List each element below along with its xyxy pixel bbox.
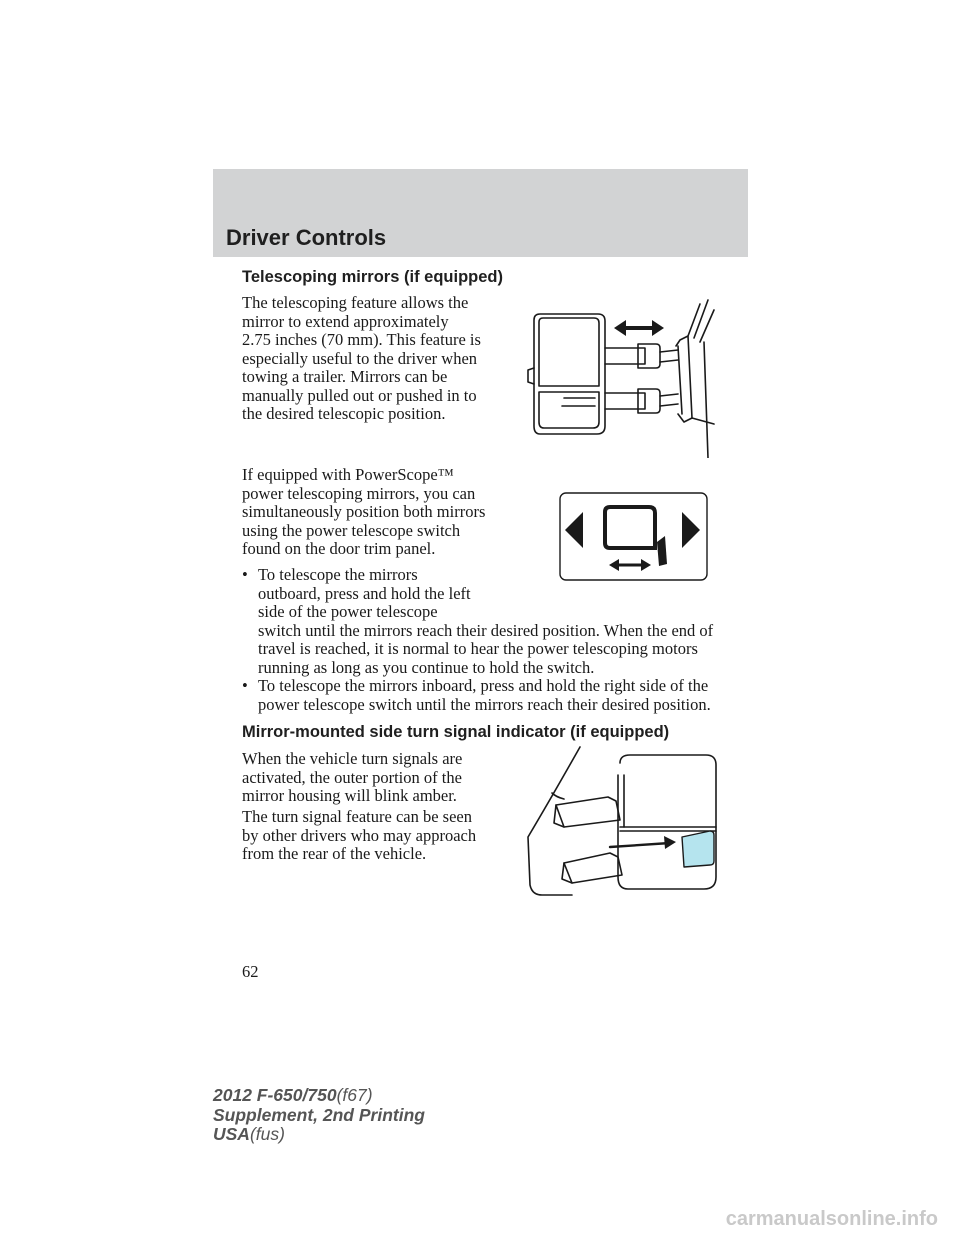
text-line: activated, the outer portion of the [242, 767, 462, 787]
bullet-outboard [242, 566, 752, 677]
bullet-symbol: • [242, 565, 248, 584]
text-line: power telescope switch until the mirrors reach their desired position. [258, 694, 711, 714]
text-line: When the vehicle turn signals are [242, 749, 463, 768]
text-line: running as long as you continue to hold the switch. [258, 657, 595, 677]
text-line: mirror housing will blink amber. [242, 786, 457, 805]
text-line: the desired telescopic position. [242, 404, 446, 423]
text-line: found on the door trim panel. [242, 539, 436, 558]
footer-region-code: (fus) [249, 1124, 285, 1144]
footer-region: USA [213, 1124, 250, 1144]
arrow-right-icon [664, 836, 676, 849]
section-header [213, 169, 748, 257]
footer-line-1 [213, 1086, 425, 1106]
text-line: The telescoping feature allows the [242, 293, 469, 312]
text-line: If equipped with PowerScope™ [242, 465, 454, 484]
turn-signal-lens [682, 831, 714, 867]
page-number: 62 [242, 962, 259, 981]
print-footer [213, 1086, 425, 1145]
telescoping-intro [242, 294, 517, 424]
text-line: side of the power telescope [258, 602, 438, 621]
telescoping-mirror-illustration [520, 298, 715, 458]
text-line: using the power telescope switch [242, 520, 461, 540]
text-line: 2.75 inches (70 mm). This feature is [242, 330, 481, 349]
footer-model: 2012 F-650/750 [213, 1085, 337, 1105]
powerscope-paragraph [242, 466, 517, 559]
bullet-symbol: • [242, 676, 248, 695]
text-line: simultaneously position both mirrors [242, 502, 486, 521]
text-line: outboard, press and hold the left [258, 583, 471, 603]
turn-signal-paragraph-2 [242, 808, 517, 864]
text-line: switch until the mirrors reach their desired position. When the end of [258, 620, 714, 640]
text-line: by other drivers who may approach [242, 825, 477, 845]
turn-signal-paragraph-1 [242, 750, 517, 806]
turn-signal-mirror-illustration [520, 745, 720, 900]
footer-line-2: Supplement, 2nd Printing [213, 1104, 425, 1125]
turn-signal-heading: Mirror-mounted side turn signal indicator (if equipped) [242, 723, 670, 741]
text-line: travel is reached, it is normal to hear the power telescoping motors [258, 639, 698, 658]
footer-line-3 [213, 1125, 425, 1145]
bullet-inboard [242, 677, 752, 714]
watermark: carmanualsonline.info [725, 1208, 938, 1230]
text-line: To telescope the mirrors inboard, press and hold the right side of the [258, 676, 709, 695]
section-title: Driver Controls [226, 225, 387, 250]
text-line: power telescoping mirrors, you can [242, 483, 476, 503]
telescoping-heading: Telescoping mirrors (if equipped) [242, 268, 503, 286]
footer-model-code: (f67) [336, 1085, 373, 1105]
text-line: from the rear of the vehicle. [242, 844, 427, 863]
text-line: The turn signal feature can be seen [242, 807, 472, 826]
text-line: To telescope the mirrors [258, 565, 418, 584]
text-line: mirror to extend approximately [242, 311, 449, 331]
text-line: towing a trailer. Mirrors can be [242, 367, 448, 386]
text-line: especially useful to the driver when [242, 348, 478, 368]
text-line: manually pulled out or pushed in to [242, 385, 477, 405]
